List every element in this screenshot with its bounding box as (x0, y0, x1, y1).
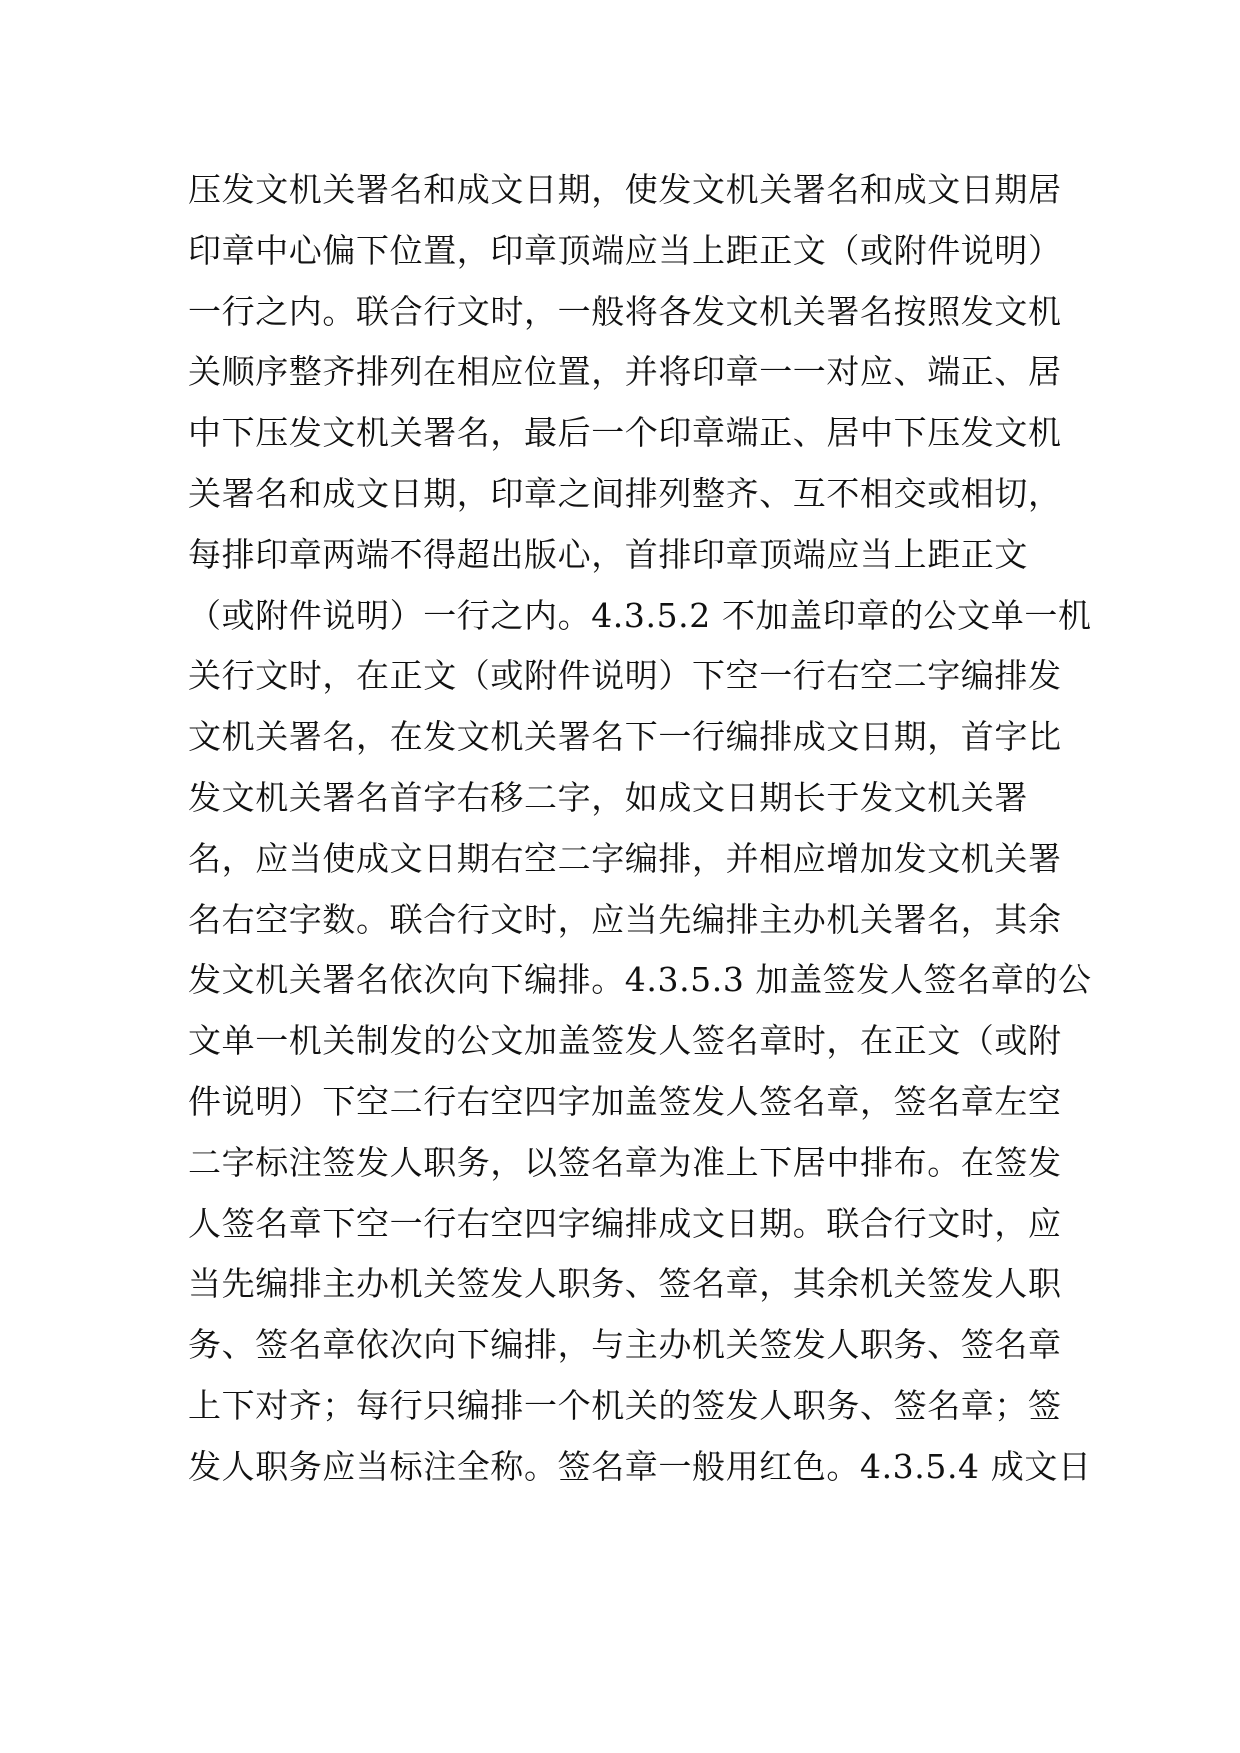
text-line: 关顺序整齐排列在相应位置，并将印章一一对应、端正、居 (188, 352, 1062, 392)
text-line: 文单一机关制发的公文加盖签发人签名章时，在正文（或附 (188, 1021, 1062, 1061)
text-line: 一行之内。联合行文时，一般将各发文机关署名按照发文机 (188, 291, 1062, 331)
text-line: 发文机关署名首字右移二字，如成文日期长于发文机关署 (188, 777, 1028, 817)
text-line: 人签名章下空一行右空四字编排成文日期。联合行文时，应 (188, 1203, 1062, 1243)
text-line: 当先编排主办机关签发人职务、签名章，其余机关签发人职 (188, 1264, 1062, 1304)
text-line: 印章中心偏下位置，印章顶端应当上距正文（或附件说明） (188, 230, 1062, 270)
text-line: 关署名和成文日期，印章之间排列整齐、互不相交或相切， (188, 473, 1062, 513)
text-line: 每排印章两端不得超出版心，首排印章顶端应当上距正文 (188, 534, 1028, 574)
text-line: 发文机关署名依次向下编排。4.3.5.3 加盖签发人签名章的公 (188, 960, 1092, 1000)
text-line: 压发文机关署名和成文日期，使发文机关署名和成文日期居 (188, 170, 1062, 209)
text-line: （或附件说明）一行之内。4.3.5.2 不加盖印章的公文单一机 (188, 595, 1092, 635)
text-line: 务、签名章依次向下编排，与主办机关签发人职务、签名章 (188, 1325, 1062, 1365)
text-line: 上下对齐；每行只编排一个机关的签发人职务、签名章；签 (188, 1385, 1062, 1425)
text-line: 中下压发文机关署名，最后一个印章端正、居中下压发文机 (188, 413, 1062, 453)
text-line: 名，应当使成文日期右空二字编排，并相应增加发文机关署 (188, 838, 1062, 878)
text-line: 发人职务应当标注全称。签名章一般用红色。4.3.5.4 成文日 (188, 1446, 1092, 1486)
text-line: 二字标注签发人职务，以签名章为准上下居中排布。在签发 (188, 1142, 1062, 1182)
text-line: 名右空字数。联合行文时，应当先编排主办机关署名，其余 (188, 899, 1062, 939)
text-line: 关行文时，在正文（或附件说明）下空一行右空二字编排发 (188, 656, 1062, 696)
text-line: 文机关署名，在发文机关署名下一行编排成文日期，首字比 (188, 717, 1062, 757)
text-line: 件说明）下空二行右空四字加盖签发人签名章，签名章左空 (188, 1081, 1062, 1121)
body-text (188, 160, 1092, 1498)
